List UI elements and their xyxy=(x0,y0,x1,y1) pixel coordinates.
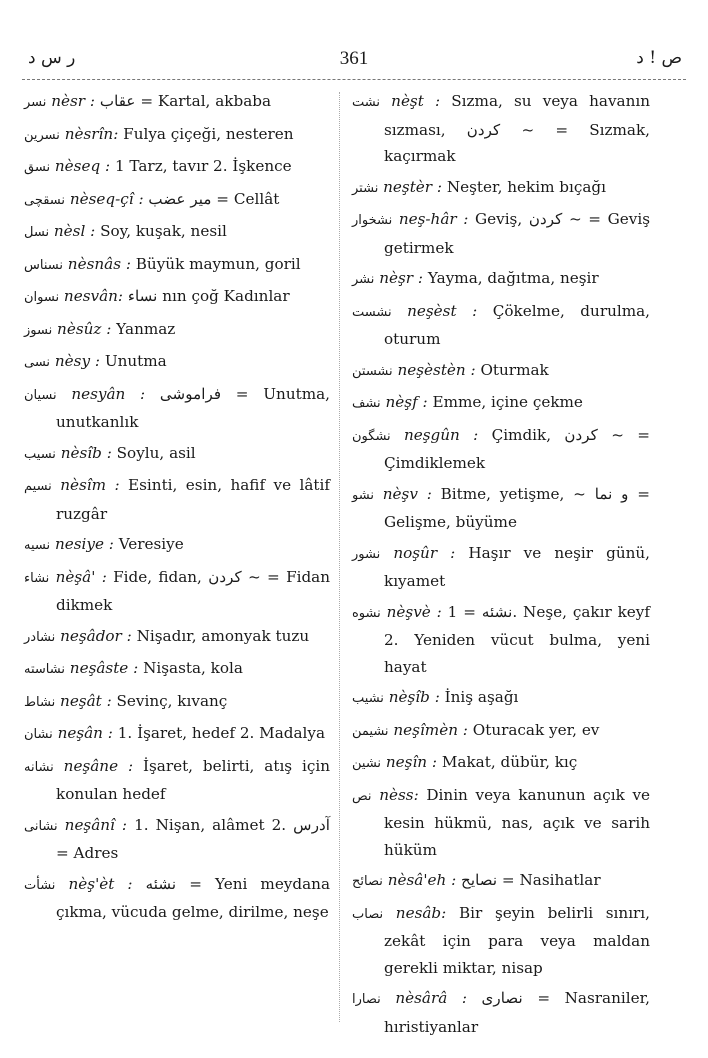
entry-headword: nesiye : xyxy=(54,535,114,553)
entry-headword: nèsl : xyxy=(53,222,96,240)
entry-arabic-script: نسوان xyxy=(24,290,60,305)
entry-headword: noşûr : xyxy=(393,543,456,562)
entry-arabic-script: نشيمن xyxy=(352,723,389,739)
entry-headword: nesyân : xyxy=(71,384,146,403)
dictionary-entry xyxy=(352,717,650,746)
entry-definition: Oturacak yer, ev xyxy=(472,720,600,739)
dictionary-entry xyxy=(352,985,650,1040)
entry-arabic-script: نشاط xyxy=(24,694,56,710)
dictionary-entry xyxy=(24,472,330,527)
entry-definition: Nişadır, amonyak tuzu xyxy=(136,626,310,645)
entry-headword: nèsr : xyxy=(51,92,95,110)
entry-arabic-script: نشست xyxy=(352,304,392,320)
dictionary-entry xyxy=(352,782,650,864)
dictionary-entry xyxy=(352,481,650,536)
entry-headword: nesâb: xyxy=(395,903,447,922)
entry-definition: Oturmak xyxy=(480,360,549,379)
dictionary-entry xyxy=(352,749,650,778)
dictionary-entry xyxy=(24,88,330,117)
entry-arabic-script: نشستن xyxy=(352,363,393,379)
header-left-letters: ر س د xyxy=(28,48,76,68)
entry-definition: Bir şeyin belirli sınırı, zekât için para veya maldan gerekli miktar, nisap xyxy=(384,903,650,977)
dictionary-entry xyxy=(352,265,650,294)
entry-definition: نشئه = Yeni meydana çıkma, vücuda gelme, dirilme, neşe xyxy=(56,874,330,921)
entry-headword: nèss: xyxy=(379,785,419,804)
entry-headword: nèşt : xyxy=(391,92,441,110)
entry-definition: 1 Tarz, tavır 2. İşkence xyxy=(114,157,292,175)
entry-definition: Çökelme, durulma, oturum xyxy=(384,301,650,348)
entry-arabic-script: نصاب xyxy=(352,906,384,922)
entry-arabic-script: نشوه xyxy=(352,605,381,621)
dictionary-entry xyxy=(24,812,330,867)
entry-definition: Haşır ve neşir günü, kıyamet xyxy=(384,543,650,590)
entry-arabic-script: نشانى xyxy=(24,818,58,834)
entry-arabic-script: نشاء xyxy=(24,570,50,586)
entry-arabic-script: نشانه xyxy=(24,759,54,775)
entry-definition: Veresiye xyxy=(118,535,184,553)
header-right-letters: ص ! د xyxy=(636,48,682,68)
entry-definition: Fide, fidan, كردن ~ = Fidan dikmek xyxy=(56,567,331,614)
entry-headword: neşîn : xyxy=(385,753,438,771)
dictionary-entry xyxy=(352,298,650,353)
entry-headword: neştèr : xyxy=(383,177,442,196)
entry-headword: nèşr : xyxy=(379,269,423,287)
entry-headword: nèşâ' : xyxy=(55,567,107,586)
entry-definition: Yanmaz xyxy=(116,319,176,338)
entry-definition: Unutma xyxy=(104,352,167,370)
entry-headword: neşâste : xyxy=(69,659,139,677)
page-header xyxy=(20,48,688,76)
header-rule xyxy=(22,79,686,80)
dictionary-entry xyxy=(352,174,650,203)
entry-definition: Fulya çiçeği, nesteren xyxy=(123,124,294,143)
entry-definition: Sızma, su veya havanın sızması, كردن ~ = Sızmak, kaçırmak xyxy=(384,92,651,165)
dictionary-entry xyxy=(352,599,650,681)
entry-arabic-script: نسل xyxy=(24,225,50,240)
entry-definition: Emme, içine çekme xyxy=(432,393,583,411)
dictionary-entry xyxy=(352,900,650,982)
entry-arabic-script: نشيب xyxy=(352,691,384,706)
dictionary-entry xyxy=(24,186,330,215)
entry-definition: نشئه = 1. Neşe, çakır keyf 2. Yeniden vücut bulma, yeni hayat xyxy=(384,602,650,676)
dictionary-entry xyxy=(24,348,330,377)
entry-headword: nèsîb : xyxy=(60,443,112,462)
entry-definition: فراموشى = Unutma, unutkanlık xyxy=(56,384,330,431)
entry-definition: Yayma, dağıtma, neşir xyxy=(427,269,599,287)
entry-headword: nèsy : xyxy=(54,352,100,370)
entry-definition: Soylu, asil xyxy=(116,443,196,462)
entry-definition: Büyük maymun, goril xyxy=(135,254,301,273)
entry-arabic-script: نشخوار xyxy=(352,213,393,228)
entry-headword: nèşvè : xyxy=(386,602,442,621)
entry-arabic-script: نشاسته xyxy=(24,662,65,677)
dictionary-entry xyxy=(24,283,330,312)
entry-arabic-script: نسق xyxy=(24,160,51,175)
entry-headword: neşâne : xyxy=(63,756,134,775)
entry-definition: İniş aşağı xyxy=(444,688,519,706)
dictionary-entry xyxy=(24,153,330,182)
entry-arabic-script: نشو xyxy=(352,487,374,503)
entry-headword: nèseq : xyxy=(54,157,111,175)
entry-arabic-script: نسوز xyxy=(24,322,53,338)
dictionary-entry xyxy=(352,389,650,418)
dictionary-entry xyxy=(24,871,330,926)
entry-arabic-script: نشادر xyxy=(24,629,56,645)
entry-arabic-script: نسيه xyxy=(24,538,51,553)
entry-definition: مير عضب = Cellât xyxy=(148,189,280,208)
entry-arabic-script: نسرين xyxy=(24,127,60,143)
entry-definition: Sevinç, kıvanç xyxy=(116,691,228,710)
right-column xyxy=(352,88,650,1044)
dictionary-entry xyxy=(352,867,650,896)
entry-arabic-script: نسقچى xyxy=(24,192,66,208)
entry-headword: nèseq-çî : xyxy=(69,189,144,208)
entry-arabic-script: نشور xyxy=(352,546,381,562)
entry-headword: nèsûz : xyxy=(57,319,112,338)
entry-arabic-script: نص xyxy=(352,788,372,804)
entry-headword: neşâdor : xyxy=(60,626,132,645)
entry-definition: Makat, dübür, kıç xyxy=(441,753,578,771)
entry-arabic-script: نسيم xyxy=(24,479,52,494)
entry-definition: عقاب = Kartal, akbaba xyxy=(99,92,272,110)
entry-headword: nèsnâs : xyxy=(67,254,131,273)
entry-arabic-script: نشت xyxy=(352,95,380,110)
entry-arabic-script: نسر xyxy=(24,95,47,110)
entry-headword: nèşîb : xyxy=(388,688,440,706)
entry-arabic-script: نسى xyxy=(24,355,51,370)
dictionary-entry xyxy=(24,381,330,436)
dictionary-entry xyxy=(24,753,330,808)
entry-arabic-script: نشگون xyxy=(352,428,391,444)
dictionary-entry xyxy=(24,564,330,619)
entry-headword: nèş'èt : xyxy=(68,874,133,893)
entry-definition: 1. İşaret, hedef 2. Madalya xyxy=(117,724,326,742)
entry-headword: neşèstèn : xyxy=(397,360,476,379)
entry-headword: nèsrîn: xyxy=(64,124,119,143)
entry-headword: nèsâ'eh : xyxy=(387,871,457,889)
entry-arabic-script: نشف xyxy=(352,396,381,411)
entry-definition: نصارى = Nasraniler, hıristiyanlar xyxy=(384,989,650,1036)
entry-headword: neşîmèn : xyxy=(393,720,468,739)
entry-headword: nèsîm : xyxy=(60,476,120,494)
entry-arabic-script: نشين xyxy=(352,756,382,771)
entry-headword: nèsârâ : xyxy=(395,989,467,1007)
dictionary-entry xyxy=(352,540,650,595)
entry-arabic-script: نشأت xyxy=(24,877,56,893)
left-column xyxy=(24,88,330,930)
entry-definition: Çimdik, كردن ~ = Çimdiklemek xyxy=(384,425,650,472)
entry-arabic-script: نسيب xyxy=(24,446,56,462)
dictionary-entry xyxy=(352,684,650,713)
entry-headword: nèşf : xyxy=(385,393,428,411)
entry-arabic-script: نشان xyxy=(24,727,53,742)
entry-definition: Nişasta, kola xyxy=(143,659,243,677)
entry-definition: نساء nın çoğ Kadınlar xyxy=(127,287,290,305)
entry-definition: 1. Nişan, alâmet 2. آدرس = Adres xyxy=(56,815,331,862)
dictionary-entry xyxy=(352,422,650,477)
dictionary-entry xyxy=(24,316,330,345)
entry-definition: Neşter, hekim bıçağı xyxy=(446,177,607,196)
dictionary-entry xyxy=(24,720,330,749)
entry-headword: neşânî : xyxy=(64,815,128,834)
dictionary-entry xyxy=(24,440,330,469)
entry-definition: Soy, kuşak, nesil xyxy=(100,222,227,240)
entry-definition: Bitme, yetişme, ~ و نما = Gelişme, büyüme xyxy=(384,484,651,531)
dictionary-entry xyxy=(352,357,650,386)
entry-headword: nèşv : xyxy=(382,484,432,503)
column-divider xyxy=(339,92,340,1022)
entry-headword: nesvân: xyxy=(63,287,124,305)
entry-arabic-script: نسيان xyxy=(24,387,57,403)
dictionary-entry xyxy=(24,218,330,247)
dictionary-entry xyxy=(24,655,330,684)
page-number: 361 xyxy=(339,48,369,69)
entry-arabic-script: نصارا xyxy=(352,992,381,1007)
entry-arabic-script: نصائح xyxy=(352,874,383,889)
entry-definition: Geviş, كردن ~ = Geviş getirmek xyxy=(384,210,650,257)
entry-definition: نصايح = Nasihatlar xyxy=(461,871,601,889)
entry-definition: Esinti, esin, hafif ve lâtif ruzgâr xyxy=(56,476,330,523)
entry-headword: neşgûn : xyxy=(403,425,479,444)
entry-headword: neşân : xyxy=(57,724,113,742)
entry-arabic-script: نسناس xyxy=(24,257,63,273)
entry-definition: Dinin veya kanunun açık ve kesin hükmü, nas, açık ve sarih hüküm xyxy=(384,785,651,859)
entry-arabic-script: نشر xyxy=(352,272,375,287)
dictionary-entry xyxy=(24,623,330,652)
dictionary-entry xyxy=(352,88,650,170)
entry-definition: İşaret, belirti, atış için konulan hedef xyxy=(56,756,330,803)
dictionary-entry xyxy=(24,688,330,717)
dictionary-entry xyxy=(24,251,330,280)
dictionary-entry xyxy=(24,121,330,150)
dictionary-entry xyxy=(24,531,330,560)
entry-headword: neş-hâr : xyxy=(398,210,469,228)
entry-headword: neşât : xyxy=(60,691,112,710)
entry-headword: neşèst : xyxy=(407,301,478,320)
dictionary-entry xyxy=(352,206,650,261)
entry-arabic-script: نشتر xyxy=(352,180,379,196)
